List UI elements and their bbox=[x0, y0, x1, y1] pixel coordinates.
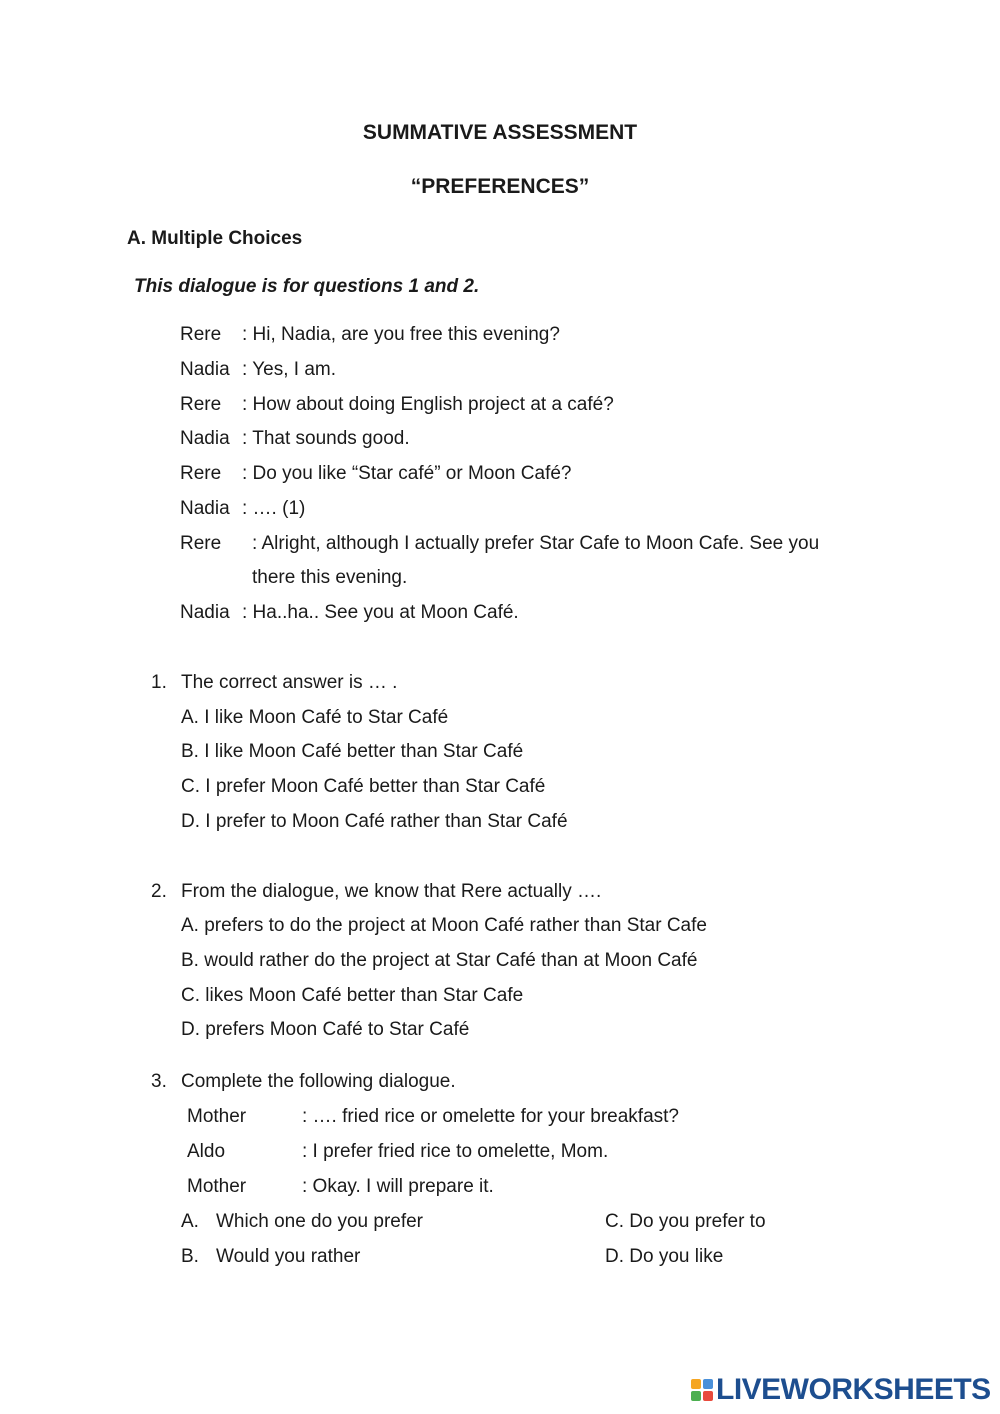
dialogue-line: : Hi, Nadia, are you free this evening? bbox=[242, 324, 560, 345]
answer-option[interactable]: C. likes Moon Café better than Star Cafe bbox=[181, 985, 524, 1006]
answer-option[interactable]: D. prefers Moon Café to Star Café bbox=[181, 1019, 470, 1040]
logo-text: LIVEWORKSHEETS bbox=[716, 1373, 991, 1406]
dialogue-line: : That sounds good. bbox=[242, 428, 410, 449]
answer-option[interactable]: B. I like Moon Café better than Star Café bbox=[181, 741, 524, 762]
dialogue-speaker: Rere bbox=[180, 324, 222, 345]
answer-option[interactable]: D. I prefer to Moon Café rather than Star Café bbox=[181, 811, 568, 832]
question-stem: The correct answer is … . bbox=[181, 672, 398, 693]
page-title: SUMMATIVE ASSESSMENT bbox=[362, 121, 638, 144]
dialogue-speaker: Mother bbox=[187, 1176, 247, 1197]
section-heading: A. Multiple Choices bbox=[127, 228, 303, 249]
dialogue-speaker: Nadia bbox=[180, 602, 230, 623]
dialogue-line: : How about doing English project at a café? bbox=[242, 394, 614, 415]
dialogue-line: : Okay. I will prepare it. bbox=[302, 1176, 494, 1197]
option-text: Which one do you prefer bbox=[216, 1211, 424, 1232]
dialogue-line: : Yes, I am. bbox=[242, 359, 336, 380]
dialogue-speaker: Rere bbox=[180, 533, 222, 554]
answer-option[interactable]: A. I like Moon Café to Star Café bbox=[181, 707, 449, 728]
dialogue-speaker: Nadia bbox=[180, 498, 230, 519]
option-letter: B. bbox=[181, 1246, 199, 1267]
answer-option[interactable]: A. prefers to do the project at Moon Café rather than Star Cafe bbox=[181, 915, 707, 936]
liveworksheets-mark-icon bbox=[691, 1379, 713, 1401]
dialogue-line: : Alright, although I actually prefer Star Cafe to Moon Cafe. See you bbox=[252, 533, 820, 554]
dialogue-speaker: Rere bbox=[180, 463, 222, 484]
liveworksheets-logo bbox=[691, 1373, 991, 1407]
dialogue-line: : Ha..ha.. See you at Moon Café. bbox=[242, 602, 519, 623]
dialogue-intro: This dialogue is for questions 1 and 2. bbox=[134, 276, 480, 297]
question-number: 1. bbox=[151, 672, 167, 693]
answer-option[interactable]: C. Do you prefer to bbox=[605, 1211, 766, 1232]
answer-option[interactable]: B. would rather do the project at Star Café than at Moon Café bbox=[181, 950, 698, 971]
dialogue-line: : …. (1) bbox=[242, 498, 306, 519]
answer-option[interactable]: D. Do you like bbox=[605, 1246, 724, 1267]
dialogue-line-continuation: there this evening. bbox=[252, 567, 408, 588]
dialogue-speaker: Nadia bbox=[180, 359, 230, 380]
answer-option[interactable]: C. I prefer Moon Café better than Star Café bbox=[181, 776, 546, 797]
dialogue-speaker: Mother bbox=[187, 1106, 247, 1127]
question-number: 3. bbox=[151, 1071, 167, 1092]
dialogue-line: : …. fried rice or omelette for your breakfast? bbox=[302, 1106, 679, 1127]
dialogue-line: : I prefer fried rice to omelette, Mom. bbox=[302, 1141, 609, 1162]
option-letter: A. bbox=[181, 1211, 199, 1232]
question-stem: Complete the following dialogue. bbox=[181, 1071, 456, 1092]
dialogue-line: : Do you like “Star café” or Moon Café? bbox=[242, 463, 572, 484]
question-stem: From the dialogue, we know that Rere actually …. bbox=[181, 881, 602, 902]
dialogue-speaker: Aldo bbox=[187, 1141, 226, 1162]
page-subtitle: “PREFERENCES” bbox=[410, 175, 590, 198]
option-text: Would you rather bbox=[216, 1246, 361, 1267]
dialogue-speaker: Rere bbox=[180, 394, 222, 415]
question-number: 2. bbox=[151, 881, 167, 902]
dialogue-speaker: Nadia bbox=[180, 428, 230, 449]
